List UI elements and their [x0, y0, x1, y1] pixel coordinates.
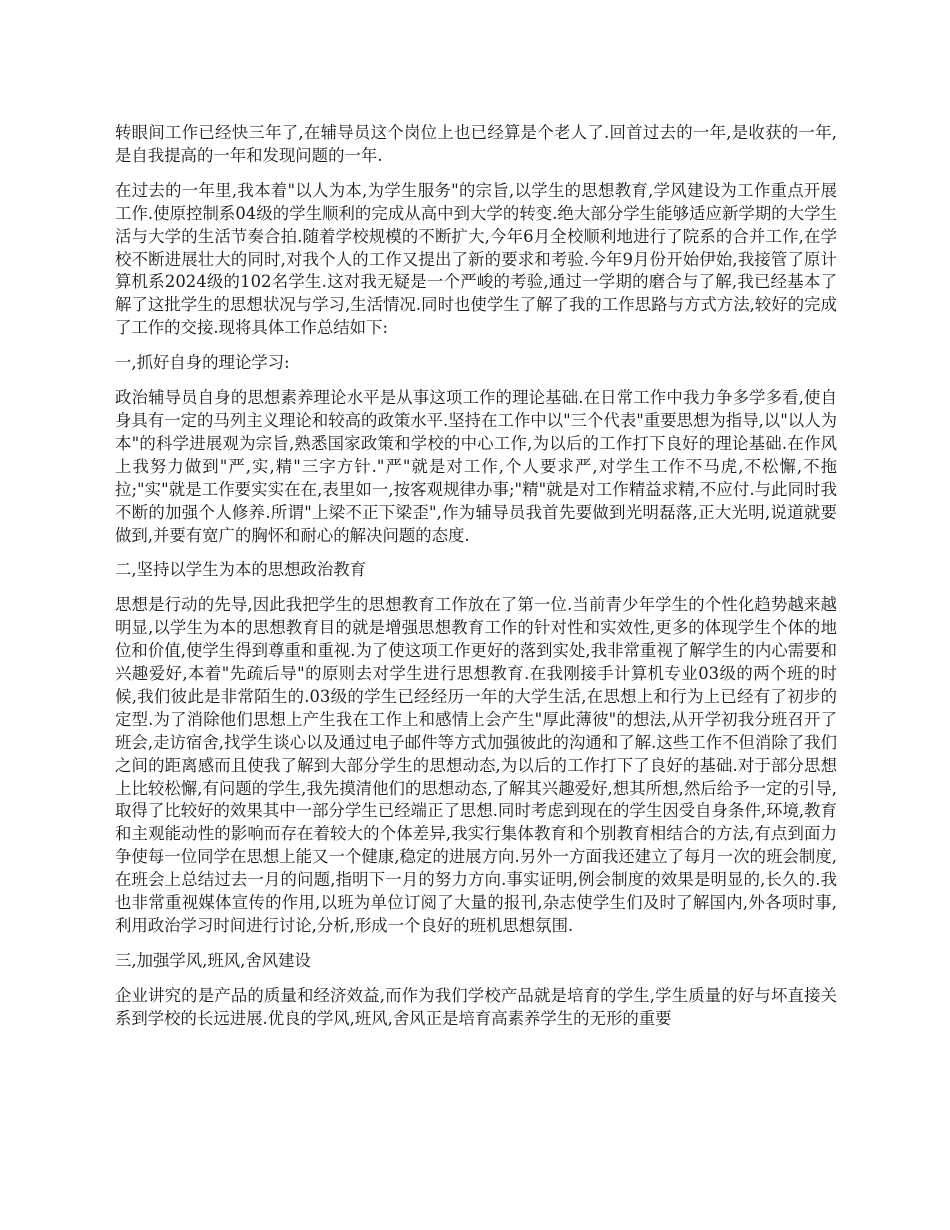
overview-paragraph: 在过去的一年里,我本着"以人为本,为学生服务"的宗旨,以学生的思想教育,学风建设为工作重点开展工作.使原控制系04级的学生顺利的完成从高中到大学的转变.绝大部分学生能够适应新学期的大学生活与大学的生活节奏合拍.随着学校规模的不断扩大,今年6月全校顺利地进行了院系的合并工作,在学校不断进展壮大的同时,对我个人的工作又提出了新的要求和考验.今年9月份开始伊始,我接管了原计算机系2024级的102名学生.这对我无疑是一个严峻的考验,通过一学期的磨合与了解,我已经基本了解了这批学生的思想状况与学习,生活情况.同时也使学生了解了我的工作思路与方式方法,较好的完成了工作的交接.现将具体工作总结如下: — [115, 180, 837, 338]
style-building-paragraph: 企业讲究的是产品的质量和经济效益,而作为我们学校产品就是培育的学生,学生质量的好与坏直接关系到学校的长远进展.优良的学风,班风,舍风正是培育高素养学生的无形的重要 — [115, 985, 837, 1028]
intro-paragraph: 转眼间工作已经快三年了,在辅导员这个岗位上也已经算是个老人了.回首过去的一年,是收获的一年,是自我提高的一年和发现问题的一年. — [115, 123, 837, 165]
theory-study-paragraph: 政治辅导员自身的思想素养理论水平是从事这项工作的理论基础.在日常工作中我力争多学多看,使自身具有一定的马列主义理论和较高的政策水平.坚持在工作中以"三个代表"重要思想为指导,以"以人为本"的科学进展观为宗旨,熟悉国家政策和学校的中心工作,为以后的工作打下良好的理论基础.在作风上我努力做到"严,实,精"三字方针."严"就是对工作,个人要求严,对学生工作不马虎,不松懈,不拖拉;"实"就是工作要实实在在,表里如一,按客观规律办事;"精"就是对工作精益求精,不应付.与此同时我不断的加强个人修养.所谓"上梁不正下梁歪",作为辅导员我首先要做到光明磊落,正大光明,说道就要做到,并要有宽广的胸怀和耐心的解决问题的态度. — [115, 388, 837, 545]
section-heading-style-building: 三,加强学风,班风,舍风建设 — [115, 950, 311, 970]
section-heading-student-education: 二,坚持以学生为本的思想政治教育 — [115, 560, 367, 580]
section-heading-theory-study: 一,抓好自身的理论学习: — [115, 353, 290, 373]
student-education-paragraph: 思想是行动的先导,因此我把学生的思想教育工作放在了第一位.当前青少年学生的个性化趋势越来越明显,以学生为本的思想教育目的就是增强思想教育工作的针对性和实效性,更多的体现学生个体的地位和价值,使学生得到尊重和重视.为了使这项工作更好的落到实处,我非常重视了解学生的内心需要和兴趣爱好,本着"先疏后导"的原则去对学生进行思想教育.在我刚接手计算机专业03级的两个班的时候,我们彼此是非常陌生的.03级的学生已经经历一年的大学生活,在思想上和行为上已经有了初步的定型.为了消除他们思想上产生我在工作上和感情上会产生"厚此薄彼"的想法,从开学初我分班召开了班会,走访宿舍,找学生谈心以及通过电子邮件等方式加强彼此的沟通和了解.这些工作不但消除了我们之间的距离感而且使我了解到大部分学生的思想动态,为以后的工作打下了良好的基础.对于部分思想上比较松懈,有问题的学生,我先摸清他们的思想动态,了解其兴趣爱好,想其所想,然后给予一定的引导,取得了比较好的效果其中一部分学生已经端正了思想.同时考虑到现在的学生因受自身条件,环境,教育和主观能动性的影响而存在着较大的个体差异,我实行集体教育和个别教育相结合的方法,有点到面力争使每一位同学在思想上能又一个健康,稳定的进展方向.另外一方面我还建立了每月一次的班会制度,在班会上总结过去一月的问题,指明下一月的努力方向.事实证明,例会制度的效果是明显的,长久的.我也非常重视媒体宣传的作用,以班为单位订阅了大量的报刊,杂志使学生们及时了解国内,外各项时事,利用政治学习时间进行讨论,分析,形成一个良好的班机思想氛围. — [115, 595, 837, 935]
document-body — [115, 122, 837, 1043]
